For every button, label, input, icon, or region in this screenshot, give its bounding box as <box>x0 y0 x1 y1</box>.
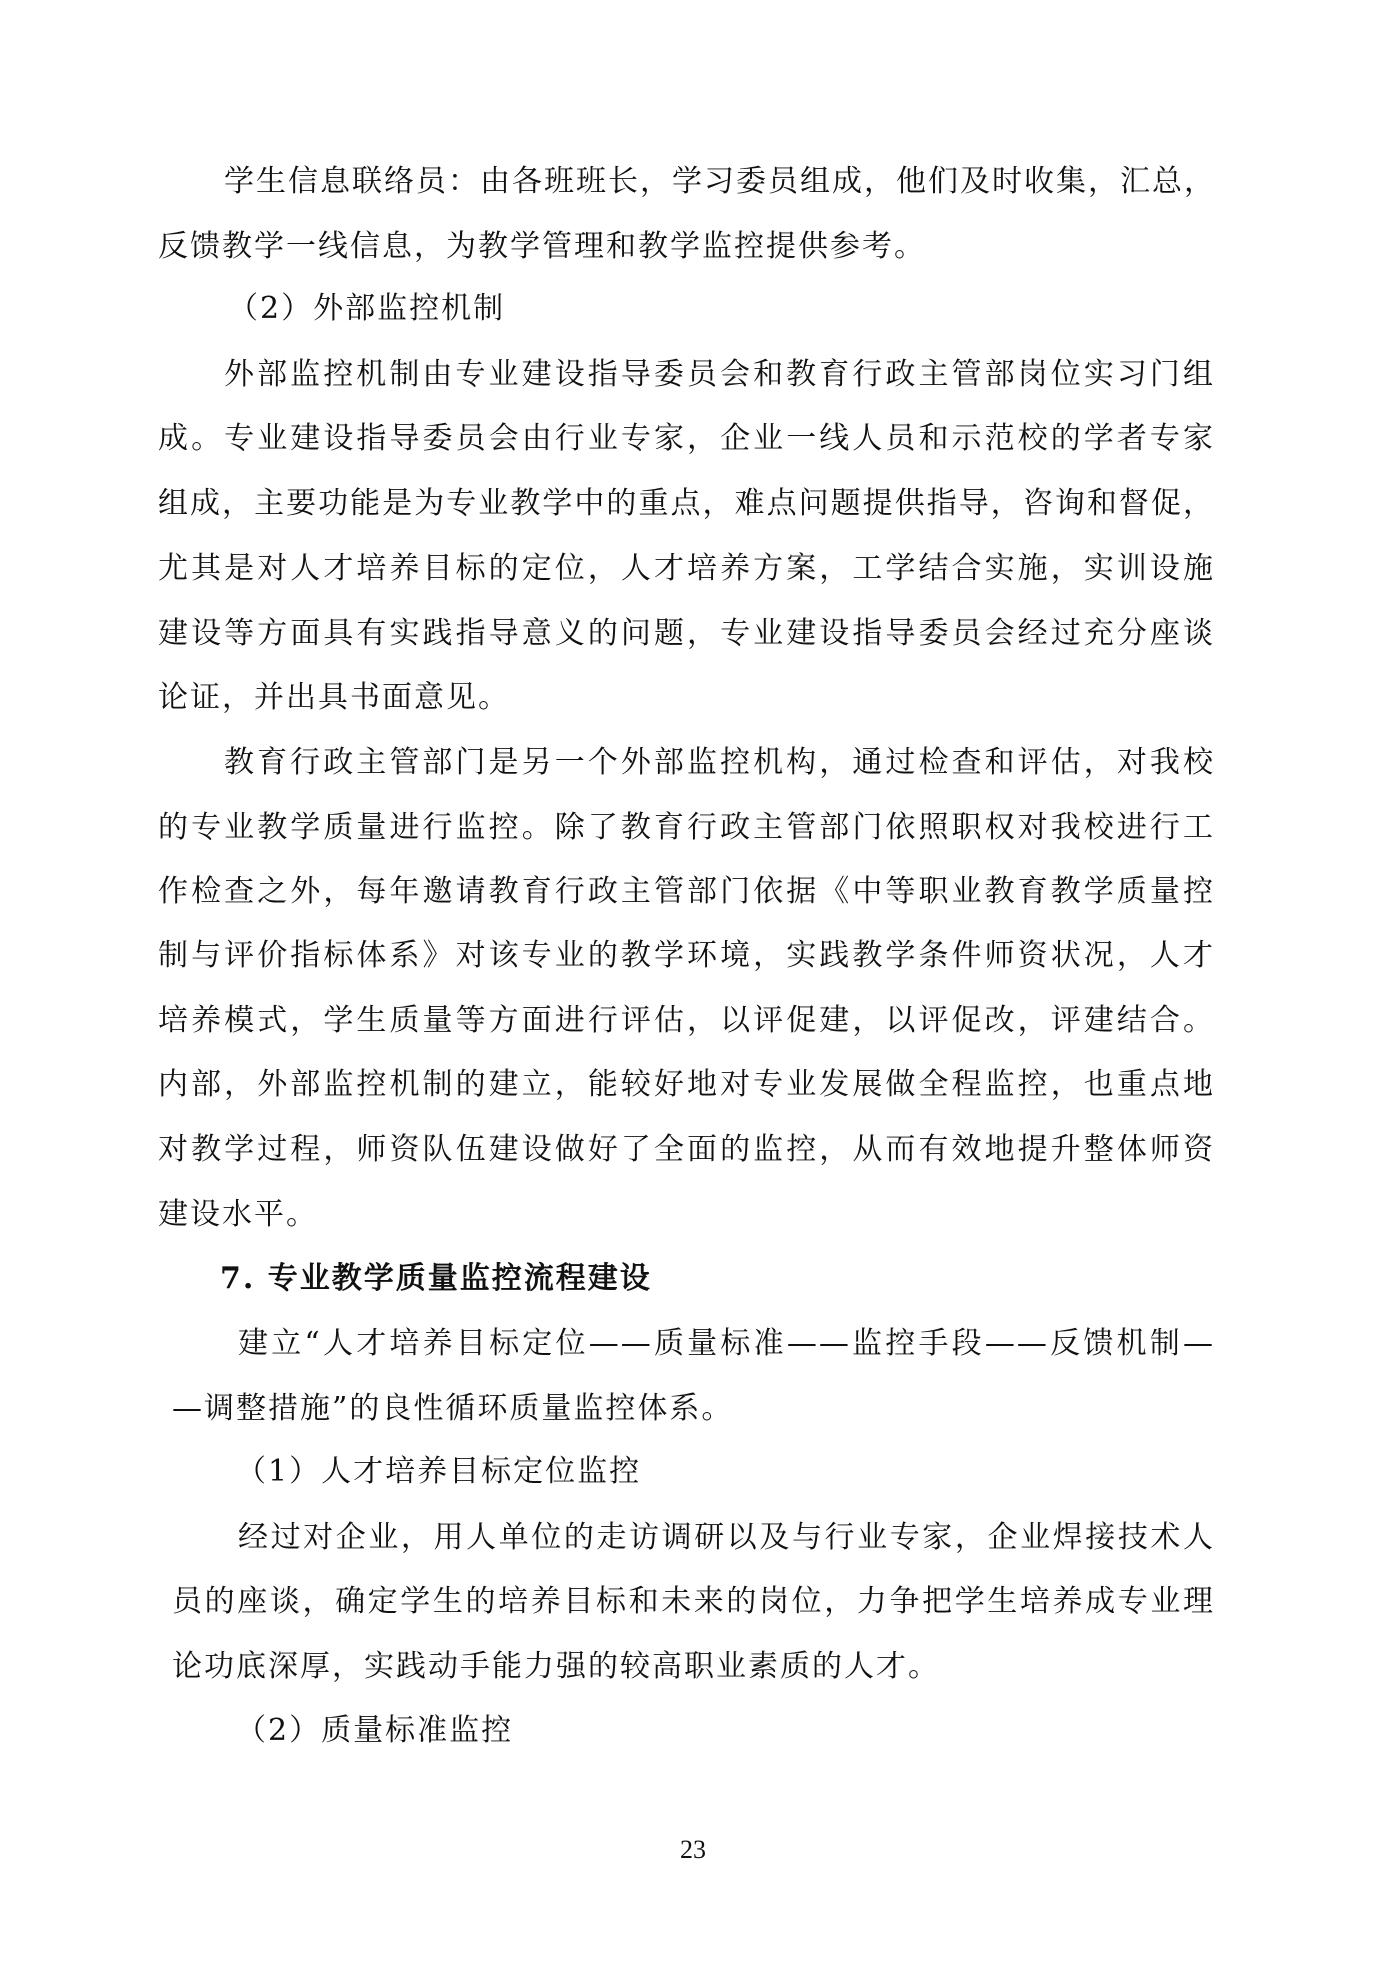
paragraph-line: 组成，主要功能是为专业教学中的重点，难点问题提供指导，咨询和督促， <box>158 486 1215 521</box>
paragraph-line: 建设水平。 <box>158 1197 318 1232</box>
paragraph-line: 制与评价指标体系》对该专业的教学环境，实践教学条件师资状况，人才 <box>158 938 1215 973</box>
paragraph-line: 建设等方面具有实践指导意义的问题，专业建设指导委员会经过充分座谈 <box>158 616 1215 651</box>
paragraph-line: 教育行政主管部门是另一个外部监控机构，通过检查和评估，对我校 <box>224 745 1215 780</box>
paragraph-line: 学生信息联络员：由各班班长，学习委员组成，他们及时收集，汇总， <box>224 164 1216 199</box>
page-number: 23 <box>680 1835 706 1864</box>
paragraph-line: 培养模式，学生质量等方面进行评估，以评促建，以评促改，评建结合。 <box>158 1003 1215 1038</box>
section-heading: （1）人才培养目标定位监控 <box>236 1454 642 1489</box>
paragraph-line: 经过对企业，用人单位的走访调研以及与行业专家，企业焊接技术人 <box>238 1520 1215 1555</box>
paragraph-line: 员的座谈，确定学生的培养目标和未来的岗位，力争把学生培养成专业理 <box>172 1584 1215 1619</box>
section-heading: 7. 专业教学质量监控流程建设 <box>220 1261 652 1296</box>
paragraph-line: 成。专业建设指导委员会由行业专家，企业一线人员和示范校的学者专家 <box>158 421 1215 456</box>
paragraph-line: 作检查之外，每年邀请教育行政主管部门依据《中等职业教育教学质量控 <box>158 874 1215 909</box>
paragraph-line: 反馈教学一线信息，为教学管理和教学监控提供参考。 <box>158 229 926 264</box>
paragraph-line: 内部，外部监控机制的建立，能较好地对专业发展做全程监控，也重点地 <box>158 1067 1215 1102</box>
paragraph-line: 论证，并出具书面意见。 <box>158 680 510 715</box>
paragraph-line: 尤其是对人才培养目标的定位，人才培养方案，工学结合实施，实训设施 <box>158 551 1215 586</box>
paragraph-line: —调整措施”的良性循环质量监控体系。 <box>172 1391 734 1426</box>
paragraph-line: 对教学过程，师资队伍建设做好了全面的监控，从而有效地提升整体师资 <box>158 1132 1215 1167</box>
section-heading: （2）外部监控机制 <box>228 291 506 326</box>
section-heading: （2）质量标准监控 <box>236 1713 514 1748</box>
paragraph-line: 外部监控机制由专业建设指导委员会和教育行政主管部岗位实习门组 <box>224 357 1215 392</box>
paragraph-line: 的专业教学质量进行监控。除了教育行政主管部门依照职权对我校进行工 <box>158 810 1215 845</box>
paragraph-line: 论功底深厚，实践动手能力强的较高职业素质的人才。 <box>172 1649 940 1684</box>
paragraph-line: 建立“人才培养目标定位——质量标准——监控手段——反馈机制— <box>238 1326 1215 1361</box>
